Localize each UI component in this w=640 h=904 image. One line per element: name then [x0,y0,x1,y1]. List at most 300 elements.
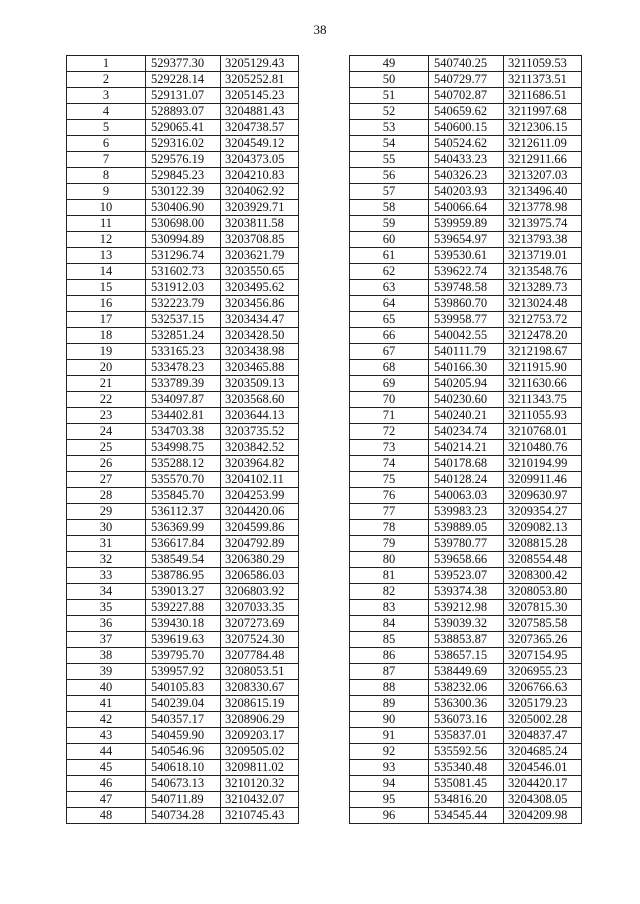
y-coordinate-cell: 3210768.01 [504,424,582,440]
point-number-cell: 16 [67,296,146,312]
table-row [67,56,299,72]
point-number-cell: 3 [67,88,146,104]
x-coordinate-cell: 536300.36 [429,696,504,712]
table-row [67,152,299,168]
point-number-cell: 6 [67,136,146,152]
table-row [67,424,299,440]
point-number-cell: 46 [67,776,146,792]
point-number-cell: 33 [67,568,146,584]
point-number-cell: 2 [67,72,146,88]
table-row [67,120,299,136]
y-coordinate-cell: 3211915.90 [504,360,582,376]
x-coordinate-cell: 540546.96 [146,744,221,760]
y-coordinate-cell: 3203550.65 [221,264,299,280]
y-coordinate-cell: 3212198.67 [504,344,582,360]
x-coordinate-cell: 539523.07 [429,568,504,584]
x-coordinate-cell: 533789.39 [146,376,221,392]
x-coordinate-cell: 539622.74 [429,264,504,280]
x-coordinate-cell: 539039.32 [429,616,504,632]
point-number-cell: 4 [67,104,146,120]
table-row [350,648,582,664]
y-coordinate-cell: 3213207.03 [504,168,582,184]
y-coordinate-cell: 3204792.89 [221,536,299,552]
table-row [350,232,582,248]
y-coordinate-cell: 3207365.26 [504,632,582,648]
point-number-cell: 54 [350,136,429,152]
point-number-cell: 24 [67,424,146,440]
page-number: 38 [313,22,327,37]
x-coordinate-cell: 539983.23 [429,504,504,520]
table-row [350,696,582,712]
point-number-cell: 31 [67,536,146,552]
point-number-cell: 83 [350,600,429,616]
table-row [67,536,299,552]
x-coordinate-cell: 540711.89 [146,792,221,808]
point-number-cell: 19 [67,344,146,360]
x-coordinate-cell: 535340.48 [429,760,504,776]
x-coordinate-cell: 539374.38 [429,584,504,600]
x-coordinate-cell: 540618.10 [146,760,221,776]
y-coordinate-cell: 3213024.48 [504,296,582,312]
x-coordinate-cell: 540734.28 [146,808,221,824]
point-number-cell: 39 [67,664,146,680]
y-coordinate-cell: 3211343.75 [504,392,582,408]
x-coordinate-cell: 529316.02 [146,136,221,152]
x-coordinate-cell: 535288.12 [146,456,221,472]
y-coordinate-cell: 3204420.06 [221,504,299,520]
x-coordinate-cell: 539013.27 [146,584,221,600]
x-coordinate-cell: 535845.70 [146,488,221,504]
table-row [350,792,582,808]
x-coordinate-cell: 540178.68 [429,456,504,472]
table-row [350,56,582,72]
y-coordinate-cell: 3208815.28 [504,536,582,552]
table-row [67,216,299,232]
table-row [67,632,299,648]
table-row [67,456,299,472]
x-coordinate-cell: 538549.54 [146,552,221,568]
point-number-cell: 55 [350,152,429,168]
table-row [350,680,582,696]
table-row [350,392,582,408]
y-coordinate-cell: 3206803.92 [221,584,299,600]
x-coordinate-cell: 539795.70 [146,648,221,664]
x-coordinate-cell: 535570.70 [146,472,221,488]
y-coordinate-cell: 3205145.23 [221,88,299,104]
table-row [350,248,582,264]
x-coordinate-cell: 530122.39 [146,184,221,200]
point-number-cell: 84 [350,616,429,632]
point-number-cell: 71 [350,408,429,424]
x-coordinate-cell: 532851.24 [146,328,221,344]
point-number-cell: 52 [350,104,429,120]
y-coordinate-cell: 3203735.52 [221,424,299,440]
point-number-cell: 18 [67,328,146,344]
point-number-cell: 26 [67,456,146,472]
y-coordinate-cell: 3211686.51 [504,88,582,104]
point-number-cell: 63 [350,280,429,296]
table-row [350,168,582,184]
point-number-cell: 94 [350,776,429,792]
y-coordinate-cell: 3210120.32 [221,776,299,792]
point-number-cell: 56 [350,168,429,184]
y-coordinate-cell: 3203929.71 [221,200,299,216]
y-coordinate-cell: 3208554.48 [504,552,582,568]
point-number-cell: 49 [350,56,429,72]
table-row [350,120,582,136]
table-row [350,264,582,280]
table-row [350,184,582,200]
y-coordinate-cell: 3211059.53 [504,56,582,72]
x-coordinate-cell: 528893.07 [146,104,221,120]
x-coordinate-cell: 539780.77 [429,536,504,552]
point-number-cell: 50 [350,72,429,88]
y-coordinate-cell: 3204549.12 [221,136,299,152]
table-row [350,536,582,552]
x-coordinate-cell: 540230.60 [429,392,504,408]
point-number-cell: 79 [350,536,429,552]
x-coordinate-cell: 534545.44 [429,808,504,824]
table-row [67,568,299,584]
point-number-cell: 76 [350,488,429,504]
point-number-cell: 11 [67,216,146,232]
y-coordinate-cell: 3203428.50 [221,328,299,344]
point-number-cell: 20 [67,360,146,376]
x-coordinate-cell: 540673.13 [146,776,221,792]
coordinate-table-left [66,55,299,824]
x-coordinate-cell: 536073.16 [429,712,504,728]
table-row [67,296,299,312]
table-row [67,648,299,664]
point-number-cell: 87 [350,664,429,680]
point-number-cell: 82 [350,584,429,600]
x-coordinate-cell: 539430.18 [146,616,221,632]
y-coordinate-cell: 3204209.98 [504,808,582,824]
point-number-cell: 12 [67,232,146,248]
point-number-cell: 77 [350,504,429,520]
x-coordinate-cell: 539658.66 [429,552,504,568]
table-row [67,744,299,760]
x-coordinate-cell: 536369.99 [146,520,221,536]
y-coordinate-cell: 3203644.13 [221,408,299,424]
y-coordinate-cell: 3206586.03 [221,568,299,584]
table-row [67,408,299,424]
table-row [350,440,582,456]
x-coordinate-cell: 531296.74 [146,248,221,264]
y-coordinate-cell: 3210432.07 [221,792,299,808]
point-number-cell: 21 [67,376,146,392]
table-row [350,616,582,632]
point-number-cell: 29 [67,504,146,520]
point-number-cell: 1 [67,56,146,72]
point-number-cell: 10 [67,200,146,216]
y-coordinate-cell: 3204420.17 [504,776,582,792]
y-coordinate-cell: 3204546.01 [504,760,582,776]
y-coordinate-cell: 3207154.95 [504,648,582,664]
table-row [350,760,582,776]
table-row [67,264,299,280]
y-coordinate-cell: 3203456.86 [221,296,299,312]
table-row [350,200,582,216]
x-coordinate-cell: 540740.25 [429,56,504,72]
point-number-cell: 23 [67,408,146,424]
point-number-cell: 69 [350,376,429,392]
x-coordinate-cell: 540105.83 [146,680,221,696]
table-row [67,760,299,776]
x-coordinate-cell: 539957.92 [146,664,221,680]
y-coordinate-cell: 3204881.43 [221,104,299,120]
point-number-cell: 73 [350,440,429,456]
coordinate-table-right [349,55,582,824]
x-coordinate-cell: 531602.73 [146,264,221,280]
table-row [67,776,299,792]
table-row [67,808,299,824]
x-coordinate-cell: 540326.23 [429,168,504,184]
table-row [67,136,299,152]
y-coordinate-cell: 3204685.24 [504,744,582,760]
x-coordinate-cell: 540239.04 [146,696,221,712]
y-coordinate-cell: 3204738.57 [221,120,299,136]
point-number-cell: 15 [67,280,146,296]
table-row [350,744,582,760]
table-row [67,728,299,744]
y-coordinate-cell: 3204308.05 [504,792,582,808]
y-coordinate-cell: 3207524.30 [221,632,299,648]
x-coordinate-cell: 535081.45 [429,776,504,792]
y-coordinate-cell: 3208906.29 [221,712,299,728]
y-coordinate-cell: 3203842.52 [221,440,299,456]
table-row [350,376,582,392]
table-row [67,376,299,392]
table-row [350,136,582,152]
point-number-cell: 34 [67,584,146,600]
point-number-cell: 5 [67,120,146,136]
x-coordinate-cell: 538853.87 [429,632,504,648]
y-coordinate-cell: 3212306.15 [504,120,582,136]
y-coordinate-cell: 3207033.35 [221,600,299,616]
table-row [67,792,299,808]
table-row [350,632,582,648]
y-coordinate-cell: 3204062.92 [221,184,299,200]
point-number-cell: 57 [350,184,429,200]
y-coordinate-cell: 3210745.43 [221,808,299,824]
point-number-cell: 58 [350,200,429,216]
table-row [67,104,299,120]
point-number-cell: 14 [67,264,146,280]
x-coordinate-cell: 540459.90 [146,728,221,744]
point-number-cell: 70 [350,392,429,408]
point-number-cell: 59 [350,216,429,232]
table-row [350,216,582,232]
y-coordinate-cell: 3213719.01 [504,248,582,264]
y-coordinate-cell: 3203568.60 [221,392,299,408]
table-row [350,664,582,680]
y-coordinate-cell: 3203708.85 [221,232,299,248]
point-number-cell: 47 [67,792,146,808]
x-coordinate-cell: 530406.90 [146,200,221,216]
y-coordinate-cell: 3203964.82 [221,456,299,472]
y-coordinate-cell: 3212478.20 [504,328,582,344]
y-coordinate-cell: 3205252.81 [221,72,299,88]
point-number-cell: 53 [350,120,429,136]
y-coordinate-cell: 3207784.48 [221,648,299,664]
x-coordinate-cell: 536112.37 [146,504,221,520]
x-coordinate-cell: 540729.77 [429,72,504,88]
x-coordinate-cell: 540203.93 [429,184,504,200]
point-number-cell: 32 [67,552,146,568]
y-coordinate-cell: 3209082.13 [504,520,582,536]
table-row [350,280,582,296]
x-coordinate-cell: 530698.00 [146,216,221,232]
y-coordinate-cell: 3213975.74 [504,216,582,232]
point-number-cell: 91 [350,728,429,744]
point-number-cell: 40 [67,680,146,696]
y-coordinate-cell: 3205179.23 [504,696,582,712]
x-coordinate-cell: 539860.70 [429,296,504,312]
x-coordinate-cell: 530994.89 [146,232,221,248]
x-coordinate-cell: 534998.75 [146,440,221,456]
table-row [350,72,582,88]
table-row [67,600,299,616]
table-row [67,616,299,632]
y-coordinate-cell: 3211997.68 [504,104,582,120]
y-coordinate-cell: 3208300.42 [504,568,582,584]
table-row [350,712,582,728]
point-number-cell: 37 [67,632,146,648]
point-number-cell: 93 [350,760,429,776]
table-row [67,440,299,456]
point-number-cell: 42 [67,712,146,728]
x-coordinate-cell: 539619.63 [146,632,221,648]
table-row [350,776,582,792]
table-row [67,696,299,712]
y-coordinate-cell: 3203811.58 [221,216,299,232]
point-number-cell: 64 [350,296,429,312]
x-coordinate-cell: 531912.03 [146,280,221,296]
point-number-cell: 60 [350,232,429,248]
x-coordinate-cell: 540702.87 [429,88,504,104]
x-coordinate-cell: 534097.87 [146,392,221,408]
table-row [67,88,299,104]
point-number-cell: 36 [67,616,146,632]
table-row [350,104,582,120]
table-row [67,72,299,88]
x-coordinate-cell: 529131.07 [146,88,221,104]
table-row [350,728,582,744]
x-coordinate-cell: 539654.97 [429,232,504,248]
x-coordinate-cell: 539748.58 [429,280,504,296]
y-coordinate-cell: 3213289.73 [504,280,582,296]
x-coordinate-cell: 535837.01 [429,728,504,744]
x-coordinate-cell: 540524.62 [429,136,504,152]
table-row [350,88,582,104]
x-coordinate-cell: 539958.77 [429,312,504,328]
point-number-cell: 90 [350,712,429,728]
x-coordinate-cell: 529065.41 [146,120,221,136]
point-number-cell: 61 [350,248,429,264]
x-coordinate-cell: 540205.94 [429,376,504,392]
table-row [67,360,299,376]
table-row [350,552,582,568]
table-row [67,712,299,728]
point-number-cell: 67 [350,344,429,360]
x-coordinate-cell: 539959.89 [429,216,504,232]
table-row [350,296,582,312]
table-row [67,552,299,568]
table-row [67,584,299,600]
x-coordinate-cell: 539227.88 [146,600,221,616]
y-coordinate-cell: 3204253.99 [221,488,299,504]
y-coordinate-cell: 3213793.38 [504,232,582,248]
x-coordinate-cell: 539212.98 [429,600,504,616]
x-coordinate-cell: 533165.23 [146,344,221,360]
point-number-cell: 78 [350,520,429,536]
y-coordinate-cell: 3207585.58 [504,616,582,632]
x-coordinate-cell: 540066.64 [429,200,504,216]
x-coordinate-cell: 540600.15 [429,120,504,136]
x-coordinate-cell: 540063.03 [429,488,504,504]
y-coordinate-cell: 3206955.23 [504,664,582,680]
point-number-cell: 28 [67,488,146,504]
point-number-cell: 22 [67,392,146,408]
y-coordinate-cell: 3209354.27 [504,504,582,520]
x-coordinate-cell: 540111.79 [429,344,504,360]
x-coordinate-cell: 538449.69 [429,664,504,680]
x-coordinate-cell: 539889.05 [429,520,504,536]
point-number-cell: 96 [350,808,429,824]
point-number-cell: 92 [350,744,429,760]
y-coordinate-cell: 3208053.51 [221,664,299,680]
x-coordinate-cell: 540128.24 [429,472,504,488]
x-coordinate-cell: 529228.14 [146,72,221,88]
table-row [67,392,299,408]
table-row [350,600,582,616]
table-row [350,312,582,328]
y-coordinate-cell: 3213548.76 [504,264,582,280]
table-row [350,584,582,600]
point-number-cell: 25 [67,440,146,456]
point-number-cell: 41 [67,696,146,712]
table-row [67,248,299,264]
table-row [67,344,299,360]
point-number-cell: 72 [350,424,429,440]
point-number-cell: 7 [67,152,146,168]
point-number-cell: 85 [350,632,429,648]
y-coordinate-cell: 3203434.47 [221,312,299,328]
table-row [350,472,582,488]
table-row [350,360,582,376]
x-coordinate-cell: 534402.81 [146,408,221,424]
x-coordinate-cell: 540042.55 [429,328,504,344]
y-coordinate-cell: 3204210.83 [221,168,299,184]
y-coordinate-cell: 3208330.67 [221,680,299,696]
x-coordinate-cell: 540433.23 [429,152,504,168]
table-row [67,664,299,680]
point-number-cell: 66 [350,328,429,344]
y-coordinate-cell: 3213496.40 [504,184,582,200]
x-coordinate-cell: 540166.30 [429,360,504,376]
y-coordinate-cell: 3207815.30 [504,600,582,616]
point-number-cell: 38 [67,648,146,664]
x-coordinate-cell: 538786.95 [146,568,221,584]
y-coordinate-cell: 3203621.79 [221,248,299,264]
table-row [350,344,582,360]
y-coordinate-cell: 3203509.13 [221,376,299,392]
table-row [67,168,299,184]
y-coordinate-cell: 3204102.11 [221,472,299,488]
table-row [67,232,299,248]
point-number-cell: 88 [350,680,429,696]
